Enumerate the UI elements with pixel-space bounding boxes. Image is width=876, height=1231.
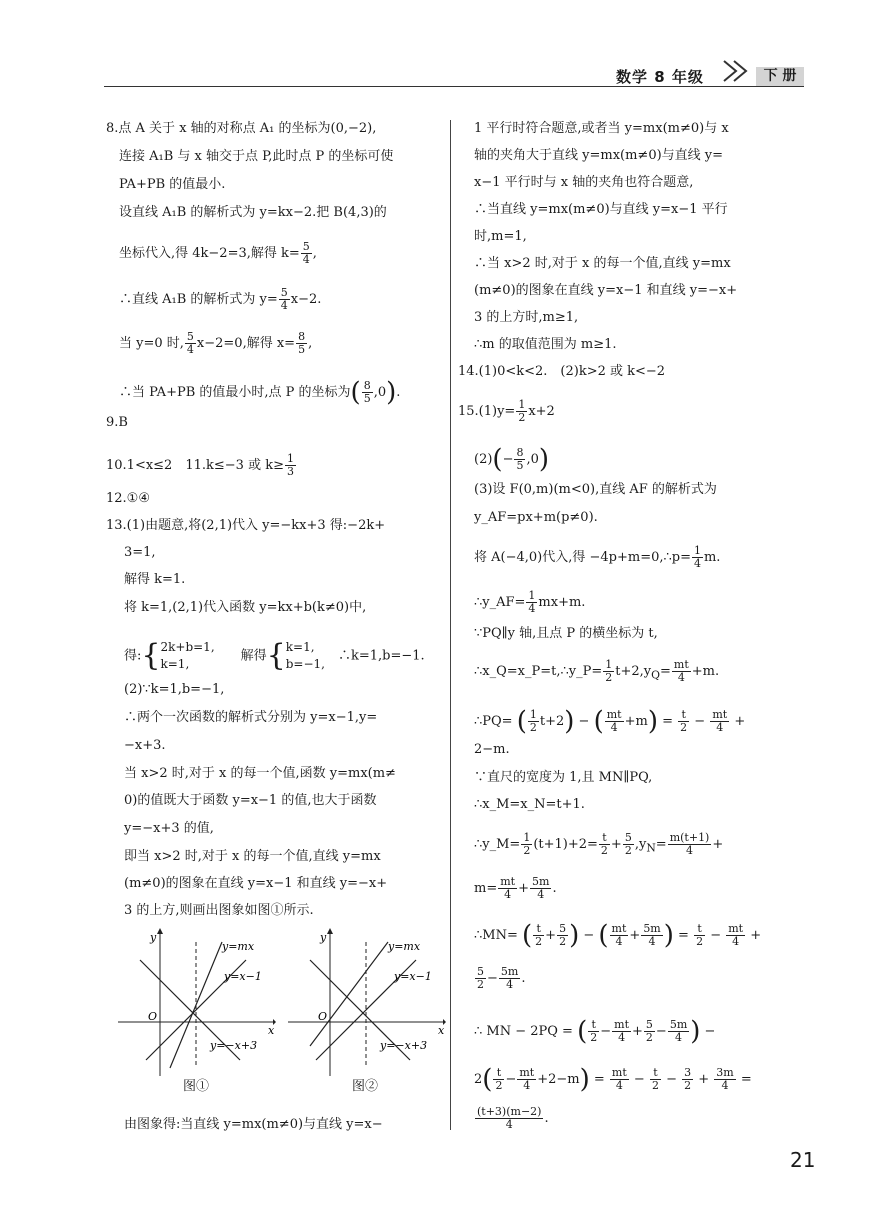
answer-line: 由图象得:当直线 y=mx(m≠0)与直线 y=x− bbox=[124, 1117, 383, 1132]
answer-line: ∴MN= ( $\frac{t}{2}$ + $\frac{5}{2}$ ) − ( $\frac{mt}{4}$ + $\frac{5m}{4}$ ) = $\frac{t}{2}$ − $\frac{mt}{4}$ + bbox=[474, 920, 762, 951]
answer-line: 8.点 A 关于 x 轴的对称点 A₁ 的坐标为(0,−2), bbox=[106, 121, 377, 136]
answer-line: PA+PB 的值最小. bbox=[119, 177, 226, 192]
answer-line: y=−x+3 的值, bbox=[124, 821, 214, 836]
answer-line: 时,m=1, bbox=[474, 229, 527, 244]
answer-line: 3 的上方时,m≥1, bbox=[474, 310, 579, 325]
figure-caption-2: 图② bbox=[352, 1079, 379, 1094]
answer-line: 10.1<x≤2 11.k≤−3 或 k≥ $\frac{1}{3}$ bbox=[106, 452, 294, 478]
x-axis-label: x bbox=[438, 1024, 445, 1037]
answer-line: (3)设 F(0,m)(m<0),直线 AF 的解析式为 bbox=[474, 482, 717, 497]
answer-line: ∴直线 A₁B 的解析式为 y= $\frac{5}{4}$ x−2. bbox=[119, 286, 322, 312]
answer-line: 2( $\frac{t}{2}$ − $\frac{mt}{4}$ +2−m) = $\frac{mt}{4}$ − $\frac{t}{2}$ − $\frac{3}{2}$ + $\frac{3m}{4}$ = bbox=[474, 1064, 752, 1095]
answer-line: (2)(− $\frac{8}{5}$ ,0) bbox=[474, 444, 550, 475]
answer-line: y_AF=px+m(p≠0). bbox=[474, 510, 598, 525]
answer-line: ∴ MN − 2PQ = ( $\frac{t}{2}$ − $\frac{mt}{4}$ + $\frac{5}{2}$ − $\frac{5m}{4}$ ) − bbox=[474, 1016, 716, 1047]
answer-line: 2−m. bbox=[474, 742, 510, 757]
answer-line: ∵PQ∥y 轴,且点 P 的横坐标为 t, bbox=[474, 626, 658, 641]
answer-line: ∴x_M=x_N=t+1. bbox=[474, 797, 585, 812]
answer-line: 得:{2k+b=1, k=1, 解得{k=1, b=−1, ∴k=1,b=−1. bbox=[124, 638, 425, 673]
answer-line: 坐标代入,得 4k−2=3,解得 k= $\frac{5}{4}$ , bbox=[119, 240, 317, 266]
answer-line: 14.(1)0<k<2. (2)k>2 或 k<−2 bbox=[458, 364, 666, 379]
origin-label: O bbox=[148, 1010, 158, 1023]
graph-figure-2 bbox=[288, 928, 446, 1076]
answer-line: 当 x>2 时,对于 x 的每一个值,函数 y=mx(m≠ bbox=[124, 766, 396, 781]
answer-line: ∴x_Q=x_P=t,∴y_P= $\frac{1}{2}$ $t+2,y_Q=$ $\frac{mt}{4}$ +m. bbox=[474, 658, 720, 684]
chevron-right-icon bbox=[722, 58, 756, 84]
header-subject: 数学 8 年级 bbox=[616, 68, 704, 86]
line-label-x-minus-1: y=x−1 bbox=[394, 970, 432, 983]
answer-line: ∴PQ= ( $\frac{1}{2}$ t+2) − ( $\frac{mt}{4}$ +m) = $\frac{t}{2}$ − $\frac{mt}{4}$ + bbox=[474, 706, 746, 737]
answer-line: (2)∵k=1,b=−1, bbox=[124, 682, 225, 697]
answer-line: 3 的上方,则画出图象如图①所示. bbox=[124, 903, 314, 918]
answer-line: 连接 A₁B 与 x 轴交于点 P,此时点 P 的坐标可使 bbox=[119, 149, 394, 164]
answer-line: 当 y=0 时, $\frac{5}{4}$ x−2=0,解得 x= $\frac{8}{5}$ , bbox=[119, 330, 313, 356]
answer-line: 将 A(−4,0)代入,得 −4p+m=0,∴p= $\frac{1}{4}$ m. bbox=[474, 544, 721, 570]
graph-figure-1 bbox=[118, 928, 276, 1076]
line-label-neg-x-plus-3: y=−x+3 bbox=[210, 1039, 258, 1052]
answer-line: 1 平行时符合题意,或者当 y=mx(m≠0)与 x bbox=[474, 121, 729, 136]
answer-line: 15.(1)y= $\frac{1}{2}$ x+2 bbox=[458, 398, 555, 424]
answer-line: ∴两个一次函数的解析式分别为 y=x−1,y= bbox=[124, 710, 378, 725]
header-volume: 下 册 bbox=[756, 67, 804, 86]
answer-line: 13.(1)由题意,将(2,1)代入 y=−kx+3 得:−2k+ bbox=[106, 518, 386, 533]
y-axis-label: y bbox=[150, 931, 157, 944]
line-label-neg-x-plus-3: y=−x+3 bbox=[380, 1039, 428, 1052]
figure-caption-1: 图① bbox=[183, 1079, 210, 1094]
page-number: 21 bbox=[790, 1148, 816, 1172]
answer-line: x−1 平行时与 x 轴的夹角也符合题意, bbox=[474, 175, 694, 190]
line-label-x-minus-1: y=x−1 bbox=[224, 970, 262, 983]
answer-line: (m≠0)的图象在直线 y=x−1 和直线 y=−x+ bbox=[474, 283, 738, 298]
answer-line: ∴m 的取值范围为 m≥1. bbox=[474, 337, 617, 352]
answer-line: ∵直尺的宽度为 1,且 MN∥PQ, bbox=[474, 770, 653, 785]
line-label-mx: y=mx bbox=[222, 940, 255, 953]
answer-line: 即当 x>2 时,对于 x 的每一个值,直线 y=mx bbox=[124, 849, 381, 864]
answer-line: $\frac{5}{2}$ − $\frac{5m}{4}$ . bbox=[477, 965, 526, 991]
column-divider bbox=[450, 120, 451, 1130]
y-axis-label: y bbox=[320, 931, 327, 944]
answer-line: ∴y_AF= $\frac{1}{4}$ mx+m. bbox=[474, 589, 586, 615]
answer-line: (m≠0)的图象在直线 y=x−1 和直线 y=−x+ bbox=[124, 876, 388, 891]
answer-line: 3=1, bbox=[124, 545, 156, 560]
answer-line: m= $\frac{mt}{4}$ + $\frac{5m}{4}$ . bbox=[474, 875, 557, 901]
answer-line: ∴当直线 y=mx(m≠0)与直线 y=x−1 平行 bbox=[474, 202, 728, 217]
origin-label: O bbox=[318, 1010, 328, 1023]
answer-line: 解得 k=1. bbox=[124, 572, 186, 587]
answer-line: 12.①④ bbox=[106, 491, 150, 506]
answer-line: 0)的值既大于函数 y=x−1 的值,也大于函数 bbox=[124, 793, 377, 808]
x-axis-label: x bbox=[268, 1024, 275, 1037]
answer-line: $\frac{(t+3)(m-2)}{4}$ . bbox=[477, 1105, 549, 1131]
answer-line: 9.B bbox=[106, 415, 128, 430]
line-label-mx: y=mx bbox=[388, 940, 421, 953]
answer-line: ∴当 x>2 时,对于 x 的每一个值,直线 y=mx bbox=[474, 256, 731, 271]
answer-line: ∴当 PA+PB 的值最小时,点 P 的坐标为( $\frac{8}{5}$ ,0). bbox=[119, 377, 401, 408]
answer-line: −x+3. bbox=[124, 738, 166, 753]
answer-line: ∴y_M= $\frac{1}{2}$ (t+1)+2= $\frac{t}{2}$ + $\frac{5}{2}$ $,y_N=$ $\frac{m(t+1)}{4}$ + bbox=[474, 831, 724, 857]
answer-line: 轴的夹角大于直线 y=mx(m≠0)与直线 y= bbox=[474, 148, 724, 163]
answer-line: 设直线 A₁B 的解析式为 y=kx−2.把 B(4,3)的 bbox=[119, 205, 387, 220]
answer-line: 将 k=1,(2,1)代入函数 y=kx+b(k≠0)中, bbox=[124, 600, 367, 615]
